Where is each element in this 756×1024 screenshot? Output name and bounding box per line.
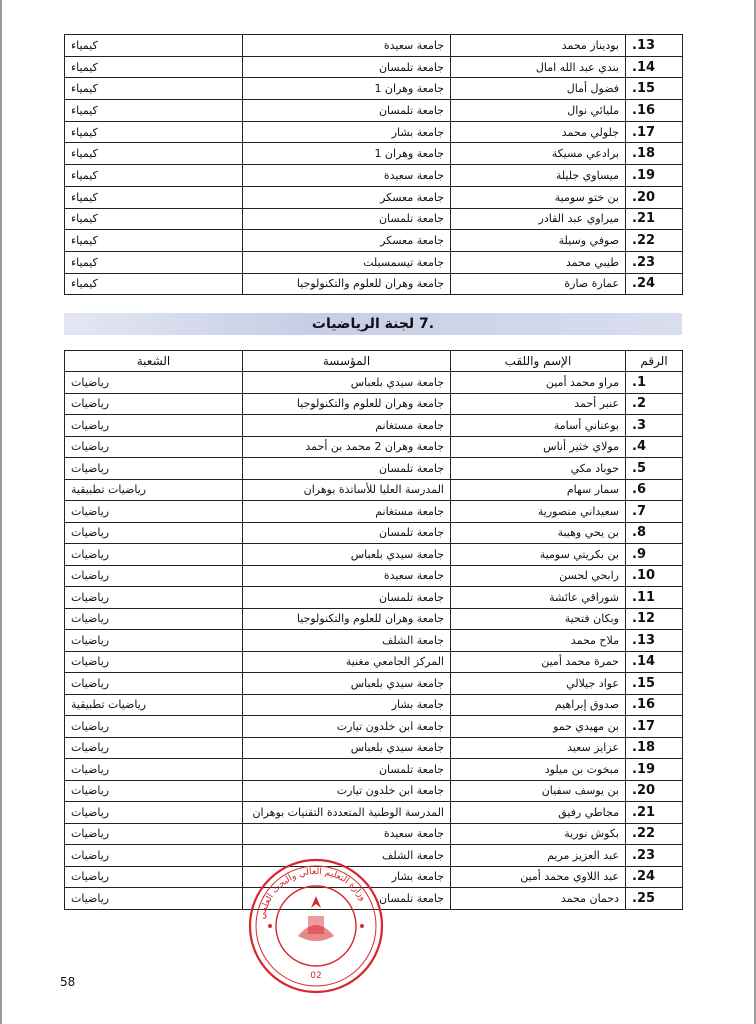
header-name: الإسم واللقب [451,351,626,372]
cell-specialty: كيمياء [65,121,243,143]
cell-name: عواد جيلالي [451,673,626,695]
cell-institution: جامعة تلمسان [243,458,451,480]
cell-name: ميساوي جليلة [451,165,626,187]
cell-specialty: رياضيات [65,845,243,867]
cell-institution: جامعة بشار [243,694,451,716]
table-row [65,186,683,208]
cell-specialty: رياضيات [65,780,243,802]
cell-specialty: رياضيات [65,544,243,566]
cell-specialty: رياضيات [65,802,243,824]
cell-name: بندي عبد الله امال [451,56,626,78]
cell-institution: جامعة سيدي بلعباس [243,544,451,566]
header-num: الرقم [626,351,683,372]
cell-num: 21. [626,802,683,824]
table-row [65,737,683,759]
table-header-row [65,351,683,372]
cell-num: 15. [626,673,683,695]
cell-num: 6. [626,479,683,501]
cell-num: 22. [626,823,683,845]
cell-name: مليائي نوال [451,100,626,122]
cell-name: وبكان فتحية [451,608,626,630]
table-row [65,35,683,57]
cell-specialty: رياضيات [65,436,243,458]
cell-name: جلولي محمد [451,121,626,143]
table-row [65,522,683,544]
cell-institution: جامعة وهران 1 [243,143,451,165]
cell-name: بوعناني أسامة [451,415,626,437]
cell-institution: جامعة معسكر [243,186,451,208]
cell-name: دحمان محمد [451,888,626,910]
cell-num: 9. [626,544,683,566]
cell-num: 17. [626,121,683,143]
cell-specialty: كيمياء [65,165,243,187]
cell-institution: جامعة سعيدة [243,565,451,587]
table-row [65,501,683,523]
cell-num: 22. [626,230,683,252]
cell-institution: المدرسة العليا للأساتذة بوهران [243,479,451,501]
official-stamp [246,856,386,996]
cell-specialty: كيمياء [65,35,243,57]
cell-num: 23. [626,251,683,273]
table-row [65,458,683,480]
cell-name: برادعي مسيكة [451,143,626,165]
cell-specialty: كيمياء [65,100,243,122]
cell-num: 17. [626,716,683,738]
cell-specialty: رياضيات [65,608,243,630]
cell-num: 11. [626,587,683,609]
cell-name: شوراقي عائشة [451,587,626,609]
cell-institution: المدرسة الوطنية المتعددة التقنيات بوهران [243,802,451,824]
cell-name: مولاي خثير أناس [451,436,626,458]
cell-num: 3. [626,415,683,437]
cell-name: بن يوسف سفيان [451,780,626,802]
cell-institution: جامعة مستغانم [243,501,451,523]
cell-name: صوفي وسيلة [451,230,626,252]
cell-name: فضول أمال [451,78,626,100]
cell-num: 23. [626,845,683,867]
cell-institution: جامعة معسكر [243,230,451,252]
table-row [65,823,683,845]
cell-name: عبد اللاوي محمد أمين [451,866,626,888]
cell-specialty: كيمياء [65,230,243,252]
cell-name: بوديناز محمد [451,35,626,57]
cell-institution: جامعة سيدي بلعباس [243,372,451,394]
header-specialty: الشعبة [65,351,243,372]
cell-specialty: رياضيات [65,522,243,544]
cell-institution: جامعة تلمسان [243,587,451,609]
cell-institution: جامعة وهران للعلوم والتكنولوجيا [243,608,451,630]
cell-name: بن بكريتي سومية [451,544,626,566]
cell-num: 24. [626,866,683,888]
cell-num: 24. [626,273,683,295]
cell-institution: جامعة الشلف [243,845,451,867]
table-row [65,165,683,187]
cell-specialty: رياضيات [65,458,243,480]
cell-name: ميراوي عبد القادر [451,208,626,230]
cell-institution: جامعة سعيدة [243,35,451,57]
page-edge-left [0,0,2,1024]
cell-specialty: رياضيات [65,587,243,609]
cell-specialty: رياضيات [65,372,243,394]
table-row [65,694,683,716]
cell-num: 4. [626,436,683,458]
chemistry-committee-table [64,34,683,295]
table-row [65,479,683,501]
cell-num: 5. [626,458,683,480]
cell-num: 15. [626,78,683,100]
table-row [65,78,683,100]
cell-name: بكوش نورية [451,823,626,845]
table-row [65,372,683,394]
cell-name: سمار سهام [451,479,626,501]
cell-specialty: رياضيات [65,866,243,888]
cell-specialty: رياضيات [65,737,243,759]
cell-num: 2. [626,393,683,415]
cell-specialty: رياضيات [65,565,243,587]
cell-specialty: رياضيات تطبيقية [65,694,243,716]
cell-institution: المركز الجامعي مغنية [243,651,451,673]
cell-institution: جامعة وهران 2 محمد بن أحمد [243,436,451,458]
header-institution: المؤسسة [243,351,451,372]
cell-institution: جامعة تلمسان [243,522,451,544]
cell-institution: جامعة سعيدة [243,823,451,845]
cell-institution: جامعة ابن خلدون تيارت [243,780,451,802]
cell-name: عنبر أحمد [451,393,626,415]
table-row [65,415,683,437]
cell-institution: جامعة بشار [243,866,451,888]
cell-institution: جامعة الشلف [243,630,451,652]
table-row [65,630,683,652]
cell-num: 21. [626,208,683,230]
cell-specialty: رياضيات [65,501,243,523]
cell-num: 1. [626,372,683,394]
cell-specialty: رياضيات تطبيقية [65,479,243,501]
cell-specialty: كيمياء [65,251,243,273]
table-row [65,544,683,566]
cell-name: عبد العزيز مريم [451,845,626,867]
cell-num: 13. [626,35,683,57]
cell-institution: جامعة تلمسان [243,100,451,122]
table-row [65,121,683,143]
cell-name: حمرة محمد أمين [451,651,626,673]
cell-name: طيبي محمد [451,251,626,273]
table-row [65,393,683,415]
cell-num: 14. [626,56,683,78]
cell-num: 16. [626,694,683,716]
section-band [64,313,682,335]
table-row [65,100,683,122]
table-row [65,436,683,458]
cell-name: مراو محمد أمين [451,372,626,394]
cell-institution: جامعة وهران 1 [243,78,451,100]
table-row [65,608,683,630]
cell-num: 18. [626,737,683,759]
cell-specialty: كيمياء [65,143,243,165]
cell-num: 16. [626,100,683,122]
cell-specialty: رياضيات [65,823,243,845]
cell-institution: جامعة وهران للعلوم والتكنولوجيا [243,273,451,295]
cell-name: سعيداني منصورية [451,501,626,523]
table-row [65,251,683,273]
cell-name: رابحي لحسن [451,565,626,587]
cell-institution: جامعة تلمسان [243,888,451,910]
cell-specialty: رياضيات [65,759,243,781]
cell-institution: جامعة بشار [243,121,451,143]
table-row [65,673,683,695]
cell-specialty: رياضيات [65,673,243,695]
cell-specialty: كيمياء [65,208,243,230]
table-row [65,651,683,673]
cell-institution: جامعة سيدي بلعباس [243,737,451,759]
cell-name: عزايز سعيد [451,737,626,759]
page-number: 58 [60,975,76,989]
cell-specialty: رياضيات [65,393,243,415]
cell-specialty: كيمياء [65,56,243,78]
cell-num: 18. [626,143,683,165]
cell-num: 19. [626,165,683,187]
cell-num: 10. [626,565,683,587]
cell-specialty: رياضيات [65,415,243,437]
cell-name: مجاطي رفيق [451,802,626,824]
table-row [65,208,683,230]
table-row [65,759,683,781]
cell-name: صدوق إبراهيم [451,694,626,716]
cell-institution: جامعة وهران للعلوم والتكنولوجيا [243,393,451,415]
cell-institution: جامعة تيسمسيلت [243,251,451,273]
table-row [65,587,683,609]
cell-name: بن مهيدي حمو [451,716,626,738]
cell-specialty: كيمياء [65,273,243,295]
table-row [65,780,683,802]
cell-institution: جامعة تلمسان [243,759,451,781]
section-title: .7 لجنة الرياضيات [311,316,435,332]
table-row [65,143,683,165]
cell-name: مبخوت بن ميلود [451,759,626,781]
math-committee-table [64,350,683,910]
cell-name: حوباد مكي [451,458,626,480]
table-row [65,565,683,587]
cell-name: بن يحي وهيبة [451,522,626,544]
cell-num: 14. [626,651,683,673]
cell-num: 20. [626,780,683,802]
table-row [65,230,683,252]
cell-name: بن ختو سومية [451,186,626,208]
cell-institution: جامعة تلمسان [243,56,451,78]
cell-num: 25. [626,888,683,910]
cell-num: 8. [626,522,683,544]
table-row [65,56,683,78]
cell-name: ملاح محمد [451,630,626,652]
cell-specialty: رياضيات [65,651,243,673]
cell-specialty: رياضيات [65,716,243,738]
cell-name: عمارة صارة [451,273,626,295]
cell-num: 12. [626,608,683,630]
cell-num: 19. [626,759,683,781]
cell-institution: جامعة سيدي بلعباس [243,673,451,695]
table-row [65,273,683,295]
stamp-number: 02 [310,971,322,981]
cell-num: 7. [626,501,683,523]
cell-specialty: رياضيات [65,888,243,910]
cell-institution: جامعة ابن خلدون تيارت [243,716,451,738]
cell-institution: جامعة سعيدة [243,165,451,187]
stamp-text: وزارة التعليم العالي والبحث العلمي [257,866,368,921]
cell-institution: جامعة تلمسان [243,208,451,230]
cell-num: 13. [626,630,683,652]
cell-specialty: كيمياء [65,78,243,100]
table-row [65,802,683,824]
cell-num: 20. [626,186,683,208]
cell-specialty: كيمياء [65,186,243,208]
cell-specialty: رياضيات [65,630,243,652]
cell-institution: جامعة مستغانم [243,415,451,437]
table-row [65,716,683,738]
